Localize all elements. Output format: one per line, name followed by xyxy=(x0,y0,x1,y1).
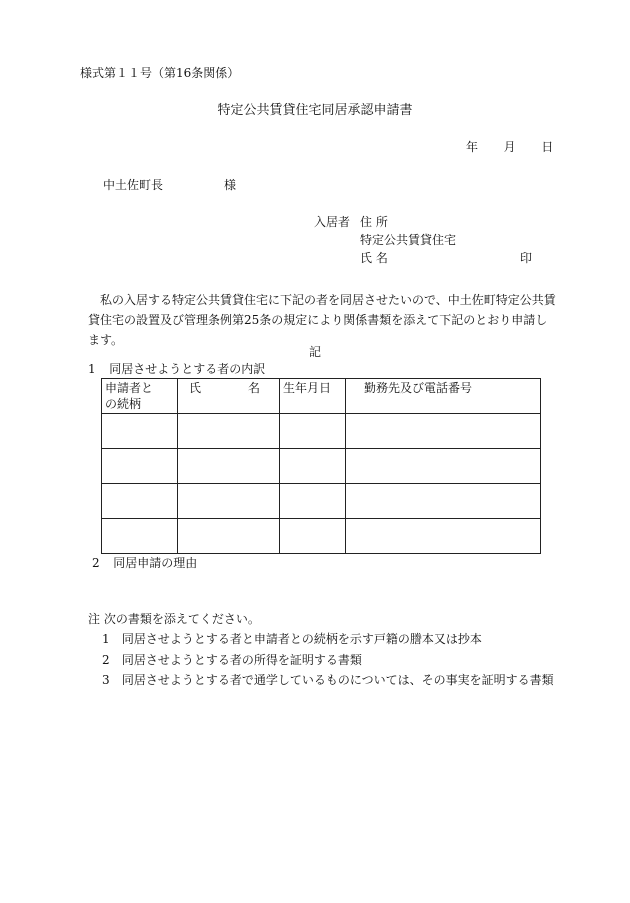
cell-work[interactable] xyxy=(346,519,541,554)
applicant-heading: 入居者 xyxy=(314,215,351,229)
note-text: 同居させようとする者と申請者との続柄を示す戸籍の謄本又は抄本 xyxy=(121,632,482,647)
cell-dob[interactable] xyxy=(280,449,346,484)
header-name-b: 名 xyxy=(247,381,260,395)
form-number: 様式第１１号（第16条関係） xyxy=(80,66,240,80)
cohabitant-table xyxy=(101,378,541,554)
header-name xyxy=(178,379,280,414)
table-row xyxy=(102,484,541,519)
section-1-label: 同居させようとする者の内訳 xyxy=(109,362,266,376)
table-row xyxy=(102,414,541,449)
note-item xyxy=(102,673,554,687)
cell-name[interactable] xyxy=(178,414,280,449)
cell-work[interactable] xyxy=(346,484,541,519)
cell-dob[interactable] xyxy=(280,519,346,554)
note-number: 2 xyxy=(102,652,110,667)
cell-name[interactable] xyxy=(178,519,280,554)
table-row xyxy=(102,449,541,484)
notes-heading: 注 次の書類を添えてください。 xyxy=(88,612,260,626)
date-day: 日 xyxy=(541,140,554,154)
application-body: 私の入居する特定公共賃貸住宅に下記の者を同居させたいので、中土佐町特定公共賃貸住宅の設置及び管理条例第25条の規定により関係書類を添えて下記のとおり申請します。 xyxy=(88,293,556,347)
applicant-address-label: 住 所 xyxy=(360,215,388,229)
date-year: 年 xyxy=(466,140,479,154)
section-2-heading xyxy=(92,556,197,570)
note-text: 同居させようとする者の所得を証明する書類 xyxy=(121,652,362,667)
notes-section xyxy=(88,612,554,688)
cell-relation[interactable] xyxy=(102,449,178,484)
cell-name[interactable] xyxy=(178,449,280,484)
header-dob: 生年月日 xyxy=(280,379,346,414)
addressee-name: 中土佐町長 xyxy=(103,178,164,192)
table-header-row xyxy=(102,379,541,414)
note-item xyxy=(102,653,554,667)
note-number: 1 xyxy=(102,632,110,647)
cell-dob[interactable] xyxy=(280,414,346,449)
header-name-a: 氏 xyxy=(189,381,202,395)
section-2-label: 同居申請の理由 xyxy=(113,556,198,570)
section-1-number: 1 xyxy=(88,362,96,376)
date-line xyxy=(466,140,553,154)
ki-heading: 記 xyxy=(308,345,321,359)
applicant-housing-label: 特定公共賃貸住宅 xyxy=(360,233,457,247)
form-title: 特定公共賃貸住宅同居承認申請書 xyxy=(217,103,413,118)
section-1-heading xyxy=(88,362,265,376)
cell-dob[interactable] xyxy=(280,484,346,519)
date-month: 月 xyxy=(503,140,516,154)
seal-mark: 印 xyxy=(520,251,533,265)
cell-relation[interactable] xyxy=(102,519,178,554)
note-text: 同居させようとする者で通学しているものについては、その事実を証明する書類 xyxy=(121,673,554,688)
header-work xyxy=(346,379,541,414)
note-number: 3 xyxy=(102,673,110,688)
section-2-number: 2 xyxy=(92,556,100,570)
cell-name[interactable] xyxy=(178,484,280,519)
header-work-text: 勤務先及び電話番号 xyxy=(364,381,473,395)
cell-relation[interactable] xyxy=(102,414,178,449)
header-relation xyxy=(102,379,178,414)
addressee-honorific: 様 xyxy=(224,178,237,192)
cell-relation[interactable] xyxy=(102,484,178,519)
table-row xyxy=(102,519,541,554)
cell-work[interactable] xyxy=(346,449,541,484)
header-relation-text: 申請者との続柄 xyxy=(105,381,154,411)
applicant-name-label: 氏 名 xyxy=(360,251,388,265)
note-item xyxy=(102,632,554,646)
cell-work[interactable] xyxy=(346,414,541,449)
